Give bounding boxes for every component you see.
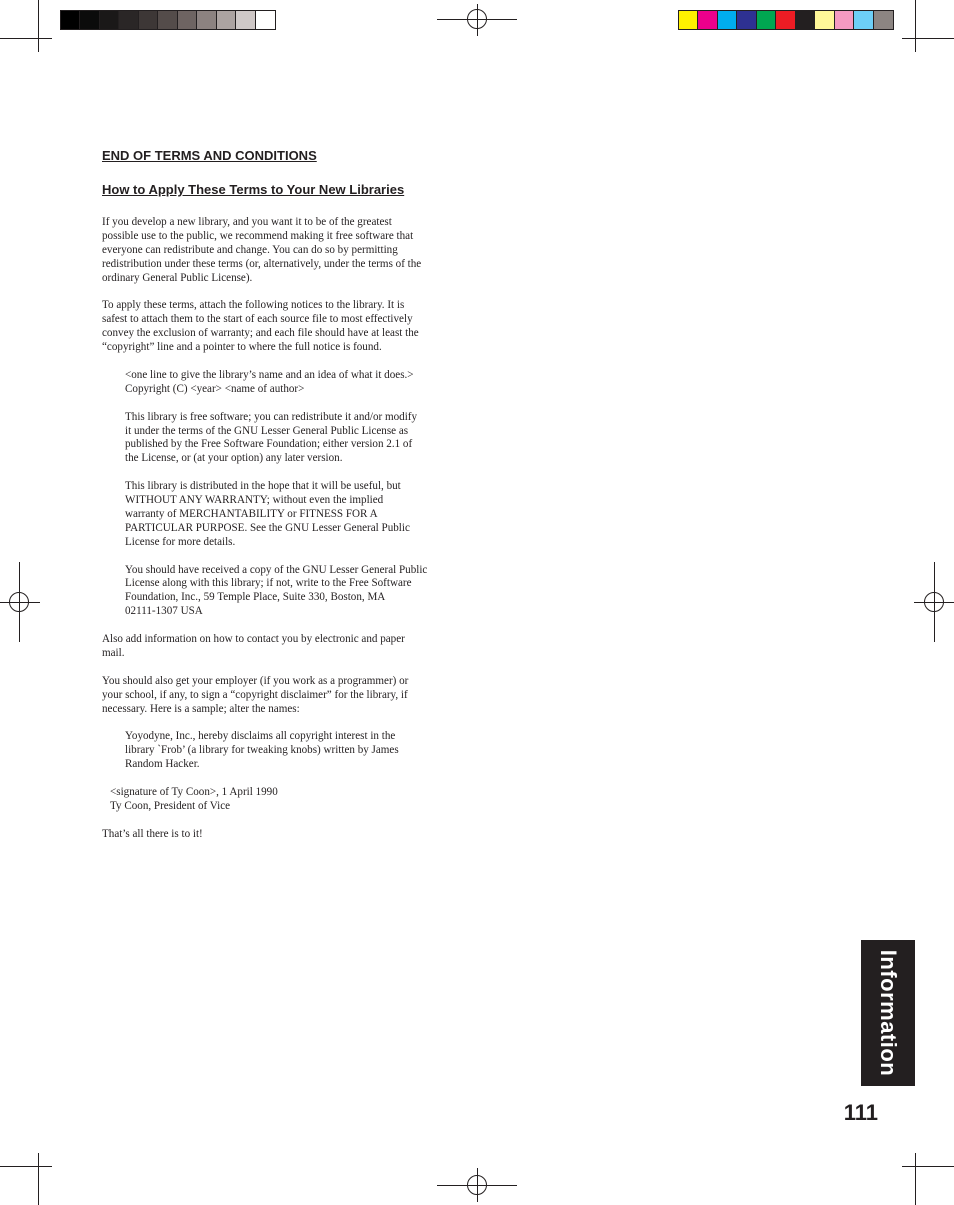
crop-mark-top-right-vertical	[915, 0, 916, 52]
grayscale-swatch	[80, 11, 99, 29]
paragraph-apply-terms: To apply these terms, attach the following notices to the library. It is safest to attach them to the start of each source file to most effectively convey the exclusion of warranty; and each file should have at least the “copyright” line and a pointer to where the full notice is found.	[102, 299, 419, 354]
document-body	[102, 148, 460, 842]
grayscale-swatch	[256, 11, 275, 29]
section-tab	[861, 940, 915, 1086]
color-swatch	[737, 11, 756, 29]
crop-mark-bottom-left-horizontal	[0, 1166, 52, 1167]
page-number: 111	[843, 1100, 878, 1125]
color-swatch	[854, 11, 873, 29]
heading-how-to-apply: How to Apply These Terms to Your New Libraries	[102, 182, 405, 197]
signature-block: <signature of Ty Coon>, 1 April 1990 Ty Coon, President of Vice	[110, 786, 278, 812]
notice-received-copy: You should have received a copy of the GNU Lesser General Public License along with this library; if not, write to the Free Software Foundation, Inc., 59 Temple Place, Suite 330, Boston, MA 02111-1307 USA	[125, 563, 428, 618]
grayscale-swatch	[61, 11, 80, 29]
color-calibration-bar	[678, 10, 894, 30]
grayscale-swatch	[100, 11, 119, 29]
crop-mark-top-right-horizontal	[902, 38, 954, 39]
paragraph-develop-library: If you develop a new library, and you want it to be of the greatest possible use to the public, we recommend making it free software that everyone can redistribute and change. You can do so by permitting redistribution under these terms (or, alternatively, under the terms of the ordinary General Public License).	[102, 216, 422, 284]
crop-mark-bottom-right-horizontal	[902, 1166, 954, 1167]
sample-disclaimer: Yoyodyne, Inc., hereby disclaims all copyright interest in the library `Frob’ (a library for tweaking knobs) written by James Random Hacker.	[125, 730, 399, 771]
grayscale-swatch	[178, 11, 197, 29]
color-swatch	[796, 11, 815, 29]
closing-line: That’s all there is to it!	[102, 827, 203, 840]
grayscale-swatch	[119, 11, 138, 29]
notice-free-software: This library is free software; you can redistribute it and/or modify it under the terms of the GNU Lesser General Public License as published by the Free Software Foundation; either version 2.1 of the License, or (at your option) any later version.	[125, 410, 418, 465]
paragraph-copyright-disclaimer: You should also get your employer (if you work as a programmer) or your school, if any, to sign a “copyright disclaimer” for the library, if necessary. Here is a sample; alter the names:	[102, 674, 409, 715]
color-swatch	[718, 11, 737, 29]
color-swatch	[874, 11, 893, 29]
color-swatch	[815, 11, 834, 29]
grayscale-calibration-bar	[60, 10, 276, 30]
color-swatch	[776, 11, 795, 29]
color-swatch	[679, 11, 698, 29]
crop-mark-bottom-right-vertical	[915, 1153, 916, 1205]
crop-mark-top-left-vertical	[38, 0, 39, 52]
notice-copyright-line: <one line to give the library’s name and an idea of what it does.> Copyright (C) <year> <name of author>	[125, 368, 414, 395]
color-swatch	[835, 11, 854, 29]
grayscale-swatch	[217, 11, 236, 29]
grayscale-swatch	[236, 11, 255, 29]
grayscale-swatch	[197, 11, 216, 29]
heading-end-of-terms: END OF TERMS AND CONDITIONS	[102, 148, 317, 163]
color-swatch	[757, 11, 776, 29]
paragraph-contact-info: Also add information on how to contact you by electronic and paper mail.	[102, 633, 405, 659]
grayscale-swatch	[158, 11, 177, 29]
notice-no-warranty: This library is distributed in the hope that it will be useful, but WITHOUT ANY WARRANTY; without even the implied warranty of MERCHANTABILITY or FITNESS FOR A PARTICULAR PURPOSE. See the GNU Lesser General Public License for more details.	[125, 480, 410, 548]
color-swatch	[698, 11, 717, 29]
crop-mark-top-left-horizontal	[0, 38, 52, 39]
grayscale-swatch	[139, 11, 158, 29]
section-tab-label: Information	[876, 949, 901, 1077]
crop-mark-bottom-left-vertical	[38, 1153, 39, 1205]
